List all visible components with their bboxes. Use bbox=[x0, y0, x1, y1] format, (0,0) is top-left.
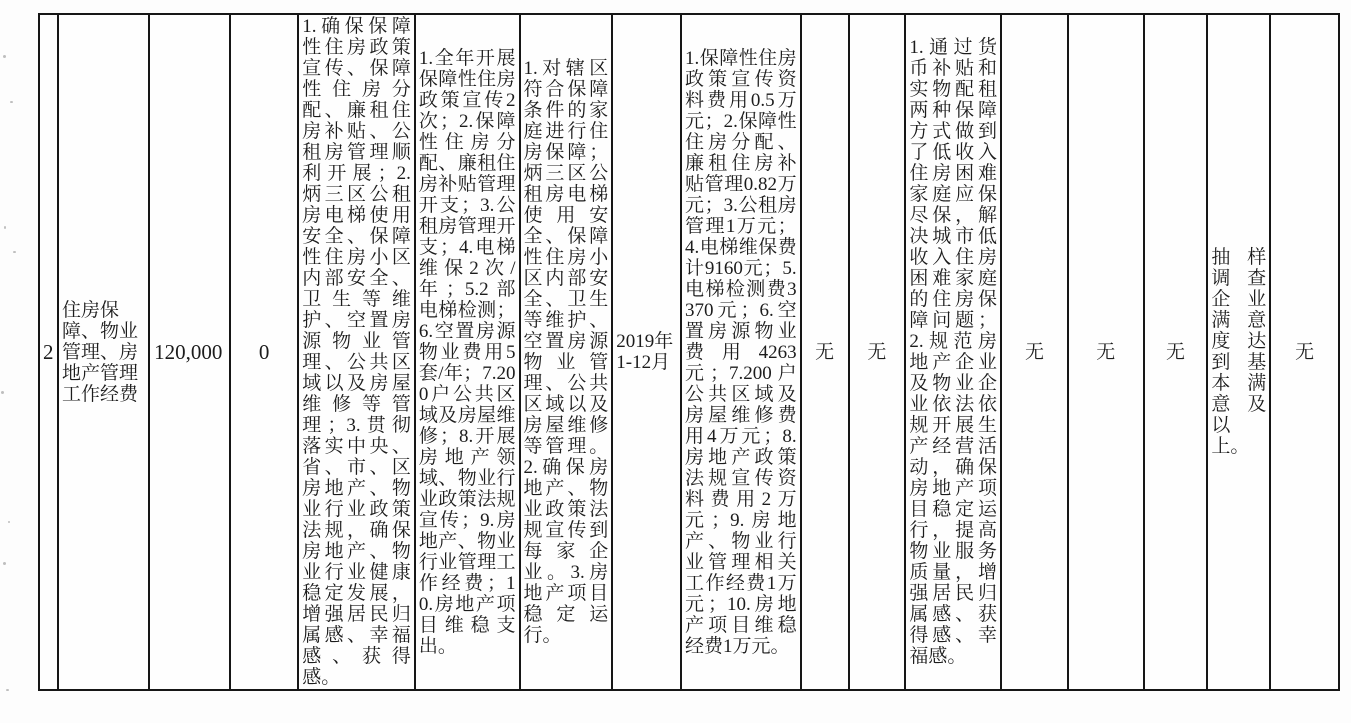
row-number-cell bbox=[40, 15, 59, 689]
cost-indicator-text: 1.保障性住房政策宣传资料费用0.5万元；2.保障性住房分配、廉租住房补贴管理0.82万元；3.公租房管理1万元；4.电梯维保费计9160元；5.电梯检测费3370元；6.空置房源物业费用4263元；7.200户公共区域及房屋维修费用4万元；8.房地产政策法规宣传资料费用2万元；9.房地产、物业行业管理相关工作经费1万元；10.房地产项目维稳经费1万元。 bbox=[685, 47, 797, 657]
scan-artifact bbox=[10, 101, 13, 103]
satisfaction-indicator-text: 抽样调查企业满意度达到基本满意及以上。 bbox=[1211, 247, 1267, 457]
annual-objective-cell bbox=[299, 15, 416, 689]
none-cell-6 bbox=[1271, 15, 1338, 689]
performance-report-table bbox=[38, 13, 1340, 691]
quantity-indicator-text: 1.全年开展保障性住房政策宣传2次；2.保障性住房分配、廉租住房补贴管理开支；3.公租房管理开支；4.电梯维保2次/年；5.2部电梯检测；6.空置房源物业费用5套/年；7.200户公共区域及房屋维修；8.开展房地产领域、物业行业政策法规宣传；9.房地产、物业行业管理工作经费；10.房地产项目维稳支出。 bbox=[418, 47, 516, 657]
quality-indicator-cell bbox=[521, 15, 614, 689]
time-period-cell bbox=[613, 15, 682, 689]
quality-indicator-text: 1.对辖区符合保障条件的家庭进行住房保障；炳三区公租房电梯使用安全、保障性住房小区内部安全、卫生等维护、空置房源物业管理、公共区域以及房屋维修等管理。2.确保房地产、物业政策法规宣传到每家企业。3.房地产项目稳定运行。 bbox=[523, 58, 609, 646]
scan-artifact bbox=[1, 391, 4, 394]
scan-artifact bbox=[13, 251, 16, 253]
row-number: 2 bbox=[43, 339, 54, 364]
project-name-cell bbox=[59, 15, 150, 689]
time-period-text: 2019年1-12月 bbox=[616, 331, 674, 373]
none-cell-2 bbox=[850, 15, 907, 689]
budget-amount: 120,000 bbox=[154, 339, 223, 364]
budget-amount-cell bbox=[150, 15, 232, 689]
cost-indicator-cell bbox=[682, 15, 802, 689]
none-cell-3 bbox=[1002, 15, 1069, 689]
none-value: 无 bbox=[1024, 341, 1044, 363]
spent-amount: 0 bbox=[258, 339, 270, 364]
scan-artifact bbox=[6, 689, 9, 691]
none-value: 无 bbox=[1096, 341, 1116, 363]
scan-artifact bbox=[4, 226, 6, 229]
none-cell-1 bbox=[802, 15, 850, 689]
none-value: 无 bbox=[1166, 341, 1186, 363]
social-benefit-cell bbox=[906, 15, 1002, 689]
annual-objective-text: 1.确保保障性住房政策宣传、保障性住房分配、廉租住房补贴、公租房管理顺利开展；2.炳三区公租房电梯使用安全、保障性住房小区内部安全、卫生等维护、空置房源物业管理、公共区域以及房屋维修等管理；3.贯彻落实中央、省、市、区房地产、物业行业政策法规，确保房地产、物业行业健康稳定发展，增强居民归属感、幸福感、获得感。 bbox=[302, 16, 411, 688]
scan-artifact bbox=[8, 521, 10, 523]
satisfaction-indicator-cell bbox=[1208, 15, 1271, 689]
social-benefit-text: 1.通过货币补贴和实物配租两种保障方式做到了低收入住房困难家庭应保尽保，解决城市低收入住房困难家庭的住房保障问题；2.规范房地产企业及物业企业依法依规开展生产经营活动，确保房地产项目稳定运行，提高物业服务质量，增强居民归属感、获得感、幸福感。 bbox=[909, 37, 998, 667]
none-value: 无 bbox=[867, 341, 887, 363]
none-cell-4 bbox=[1069, 15, 1145, 689]
project-name: 住房保障、物业管理、房地产管理工作经费 bbox=[61, 299, 138, 405]
scan-artifact bbox=[3, 562, 6, 565]
quantity-indicator-cell bbox=[416, 15, 521, 689]
scan-artifact bbox=[3, 55, 6, 58]
none-value: 无 bbox=[1295, 341, 1315, 363]
spent-amount-cell bbox=[231, 15, 299, 689]
none-cell-5 bbox=[1145, 15, 1209, 689]
none-value: 无 bbox=[815, 341, 835, 363]
